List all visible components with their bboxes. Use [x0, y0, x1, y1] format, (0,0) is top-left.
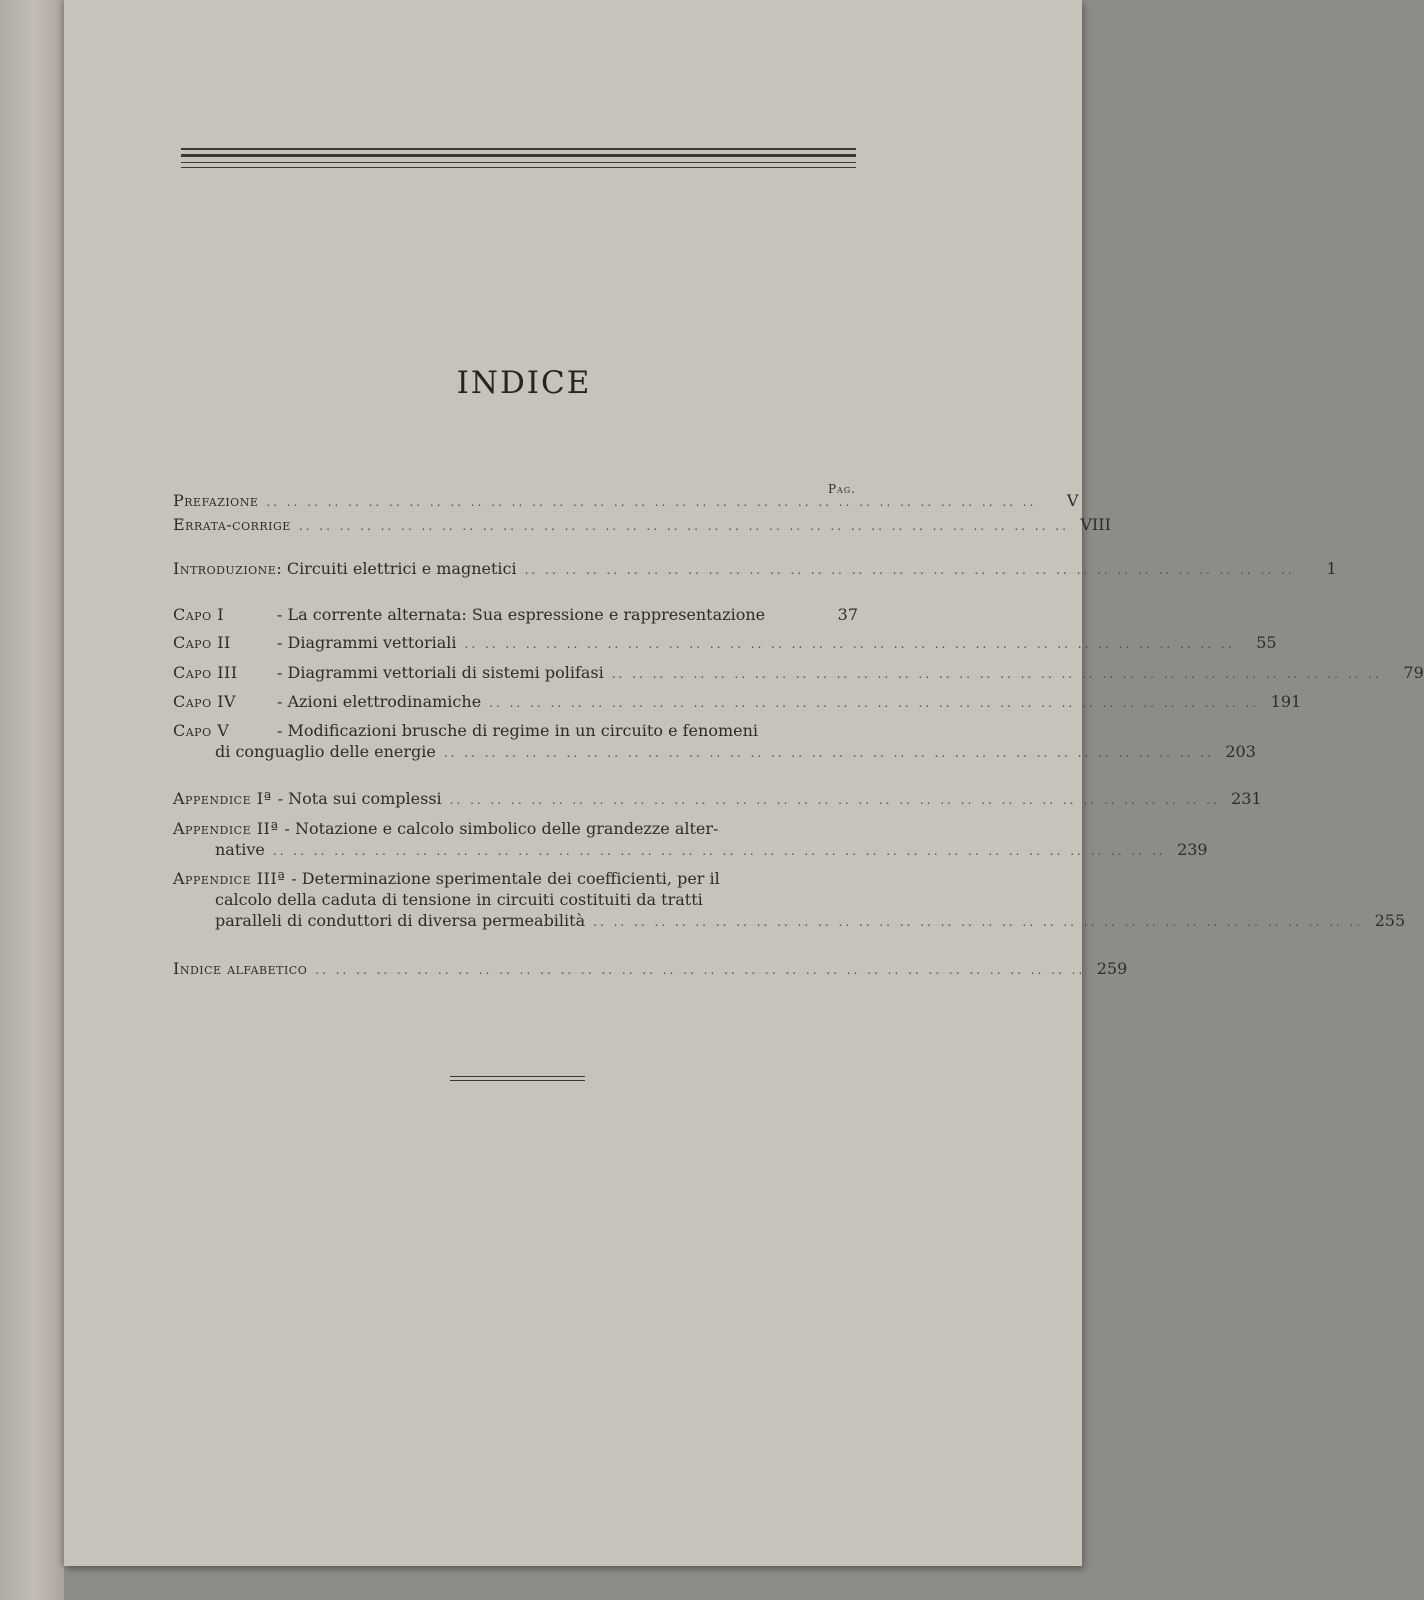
dot-leader: .. .. .. .. .. .. .. .. .. .. .. .. .. .. .. .. .. .. .. .. .. .. .. .. .. .. .. .. .. .. .. .. .. .. .. .. .. ..: [464, 637, 1235, 651]
entry-page: 255: [1374, 911, 1406, 930]
entry-title-continued: calcolo della caduta di tensione in circuiti costituiti da tratti: [215, 890, 703, 909]
entry-label: Appendice IIIª: [173, 869, 286, 888]
entry-page: 239: [1177, 840, 1208, 859]
toc-entry-appendice-2[interactable]: [173, 818, 1208, 862]
entry-page: 231: [1231, 789, 1262, 808]
entry-title: - Diagrammi vettoriali: [277, 633, 457, 652]
entry-title: - Notazione e calcolo simbolico delle grandezze alter-: [284, 819, 719, 838]
book-page: [64, 0, 1424, 1566]
entry-page: 55: [1256, 633, 1277, 652]
entry-label: Introduzione: [173, 559, 277, 578]
toc-entry-appendice-1[interactable]: [173, 788, 1262, 811]
entry-title: - Diagrammi vettoriali di sistemi polifasi: [277, 663, 604, 682]
toc-entry-prefazione[interactable]: [173, 490, 1079, 513]
toc-entry-introduzione[interactable]: [173, 558, 1337, 581]
dot-leader: .. .. .. .. .. .. .. .. .. .. .. .. .. .. .. .. .. .. .. .. .. .. .. .. .. .. .. .. .. .. .. .. .. .. .. .. .. ..: [266, 495, 1037, 509]
dot-leader: .. .. .. .. .. .. .. .. .. .. .. .. .. .. .. .. .. .. .. .. .. .. .. .. .. .. .. .. .. .. .. .. .. .. .. .. .. ..: [611, 667, 1382, 681]
entry-page: 79: [1403, 663, 1424, 682]
entry-title-continued: native: [215, 840, 265, 859]
entry-label: Indice alfabetico: [173, 959, 308, 978]
entry-page: 259: [1096, 959, 1128, 978]
entry-label: Appendice IIª: [173, 819, 279, 838]
entry-label: Capo II: [173, 633, 231, 652]
entry-label: Prefazione: [173, 491, 259, 510]
entry-label: Appendice Iª: [173, 789, 272, 808]
entry-label: Capo IV: [173, 692, 237, 711]
toc-entry-capo-5[interactable]: [173, 720, 1256, 764]
toc-entry-appendice-3[interactable]: [173, 868, 1406, 933]
entry-page: 37: [837, 605, 858, 624]
entry-page: 203: [1225, 742, 1256, 761]
entry-label: Capo V: [173, 721, 230, 740]
ornamental-bottom-rule: [450, 1076, 585, 1084]
entry-page: VIII: [1080, 515, 1111, 534]
dot-leader: .. .. .. .. .. .. .. .. .. .. .. .. .. .. .. .. .. .. .. .. .. .. .. .. .. .. .. .. .. .. .. .. .. .. .. .. .. ..: [315, 963, 1086, 977]
dot-leader: .. .. .. .. .. .. .. .. .. .. .. .. .. .. .. .. .. .. .. .. .. .. .. .. .. .. .. .. .. .. .. .. .. .. .. .. .. ..: [449, 793, 1220, 807]
dot-leader: .. .. .. .. .. .. .. .. .. .. .. .. .. .. .. .. .. .. .. .. .. .. .. .. .. .. .. .. .. .. .. .. .. .. .. .. .. ..: [524, 563, 1295, 577]
toc-entry-capo-4[interactable]: [173, 691, 1302, 714]
dot-leader: .. .. .. .. .. .. .. .. .. .. .. .. .. .. .. .. .. .. .. .. .. .. .. .. .. .. .. .. .. .. .. .. .. .. .. .. .. ..: [298, 519, 1069, 533]
entry-page: 1: [1326, 559, 1337, 578]
dot-leader: .. .. .. .. .. .. .. .. .. .. .. .. .. .. .. .. .. .. .. .. .. .. .. .. .. .. .. .. .. .. .. .. .. .. .. .. .. .. .. .. .. .. .. ..: [272, 844, 1166, 858]
entry-title: : Circuiti elettrici e magnetici: [276, 559, 517, 578]
entry-label: Errata-corrige: [173, 515, 291, 534]
entry-page: 191: [1270, 692, 1302, 711]
toc-entry-capo-1[interactable]: [173, 604, 858, 625]
toc-entry-capo-3[interactable]: [173, 662, 1424, 685]
entry-title: - Modificazioni brusche di regime in un circuito e fenomeni: [277, 721, 759, 740]
toc-entry-indice-alfabetico[interactable]: [173, 958, 1128, 981]
entry-title: - Nota sui complessi: [277, 789, 442, 808]
dot-leader: .. .. .. .. .. .. .. .. .. .. .. .. .. .. .. .. .. .. .. .. .. .. .. .. .. .. .. .. .. .. .. .. .. .. .. .. .. ..: [593, 915, 1364, 929]
entry-title: - Determinazione sperimentale dei coefficienti, per il: [291, 869, 720, 888]
dot-leader: .. .. .. .. .. .. .. .. .. .. .. .. .. .. .. .. .. .. .. .. .. .. .. .. .. .. .. .. .. .. .. .. .. .. .. .. .. ..: [443, 746, 1214, 760]
entry-label: Capo I: [173, 605, 225, 624]
toc-entry-capo-2[interactable]: [173, 632, 1277, 655]
entry-page: V: [1066, 491, 1079, 510]
page-title: INDICE: [456, 365, 592, 401]
entry-title-continued: paralleli di conduttori di diversa permeabilità: [215, 911, 586, 930]
page-column-label: Pag.: [827, 482, 856, 496]
dot-leader: .. .. .. .. .. .. .. .. .. .. .. .. .. .. .. .. .. .. .. .. .. .. .. .. .. .. .. .. .. .. .. .. .. .. .. .. .. ..: [489, 696, 1260, 710]
entry-title: - Azioni elettrodinamiche: [277, 692, 482, 711]
ornamental-top-rule: [181, 148, 856, 168]
entry-title-continued: di conguaglio delle energie: [215, 742, 436, 761]
toc-entry-errata-corrige[interactable]: [173, 514, 1111, 537]
entry-label: Capo III: [173, 663, 238, 682]
entry-title: - La corrente alternata: Sua espressione e rappresentazione: [277, 605, 766, 624]
facing-page-edge: [0, 0, 64, 1600]
